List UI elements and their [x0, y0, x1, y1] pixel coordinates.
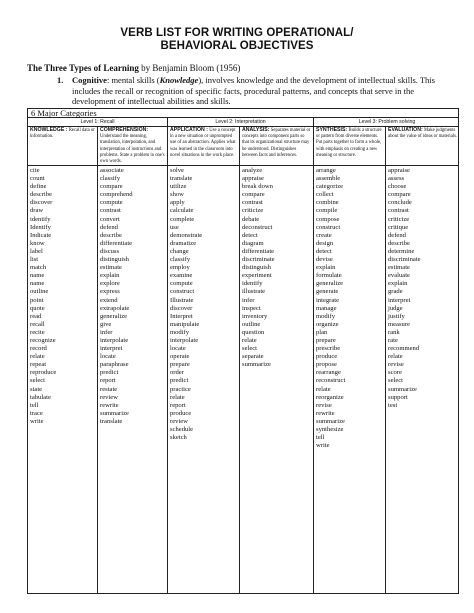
- verb-item: tabulate: [30, 393, 51, 401]
- verb-item: employ: [170, 264, 190, 272]
- category-name: APPLICATION :: [170, 127, 208, 133]
- verb-item: define: [30, 183, 47, 191]
- verb-item: combine: [316, 199, 339, 207]
- category-name: KNOWLEDGE :: [30, 127, 68, 133]
- paragraph-rest: ), involves knowledge and the development of intellectual skills. This includes the recall or recognition of specific facts, procedural patterns, and concepts that serve in the development of intellectual abilities and skills.: [72, 75, 435, 107]
- verb-item: order: [170, 369, 184, 377]
- verb-item: record: [30, 345, 47, 353]
- verb-item: write: [30, 417, 44, 425]
- verb-item: tell: [30, 401, 39, 409]
- verb-item: Indicate: [30, 231, 52, 239]
- category-header-3: [240, 126, 314, 165]
- verb-item: extend: [100, 296, 118, 304]
- verb-table: [27, 108, 459, 594]
- verb-item: defend: [388, 231, 406, 239]
- verb-item: estimate: [388, 264, 410, 272]
- verb-item: summarize: [388, 385, 417, 393]
- verb-item: examine: [170, 272, 193, 280]
- category-header-2: [168, 126, 240, 165]
- verb-item: summarize: [242, 361, 271, 369]
- verb-item: evaluate: [388, 272, 410, 280]
- verb-item: classify: [100, 175, 121, 183]
- verb-column-5: [386, 165, 460, 593]
- verb-item: outline: [242, 320, 261, 328]
- verb-item: schedule: [170, 426, 194, 433]
- verb-item: determine: [388, 247, 415, 255]
- verb-item: construct: [316, 223, 341, 231]
- verb-item: analyze: [242, 167, 263, 174]
- verb-item: calculate: [170, 207, 194, 215]
- level-3-cell: Level 3: Problem solving: [358, 119, 416, 125]
- verb-item: contrast: [388, 207, 409, 215]
- verb-item: label: [30, 247, 43, 255]
- verb-item: select: [242, 345, 258, 353]
- verb-item: reproduce: [30, 369, 57, 377]
- verb-item: change: [170, 247, 189, 255]
- verb-item: Identify: [30, 223, 51, 231]
- verb-item: relate: [388, 353, 403, 361]
- verb-item: differentiate: [100, 239, 133, 247]
- verb-item: estimate: [100, 264, 122, 272]
- verb-item: convert: [100, 215, 120, 223]
- level-2-cell: Level 2: Interpretation: [168, 118, 314, 126]
- verb-item: compose: [316, 215, 340, 223]
- verb-item: detect: [316, 247, 332, 255]
- category-header-5: [386, 126, 460, 165]
- verb-item: detect: [242, 231, 258, 239]
- verb-item: use: [170, 223, 179, 231]
- verb-item: compile: [316, 207, 338, 215]
- verb-item: devise: [316, 256, 333, 264]
- verb-item: assemble: [316, 175, 341, 183]
- verb-item: draw: [30, 207, 44, 215]
- verb-item: Interpret: [170, 312, 193, 320]
- category-name: EVALUATION:: [388, 127, 423, 133]
- verb-item: modify: [316, 312, 336, 320]
- verb-item: associate: [100, 167, 124, 174]
- category-header-4: [314, 126, 386, 165]
- verb-item: identify: [30, 215, 51, 223]
- verb-item: read: [30, 312, 42, 320]
- verb-item: integrate: [316, 296, 340, 304]
- verb-item: reorganize: [316, 393, 344, 401]
- verb-item: explore: [100, 280, 120, 288]
- category-name: ANALYSIS:: [242, 127, 270, 133]
- verb-item: predict: [170, 377, 189, 385]
- verb-item: contrast: [100, 207, 121, 215]
- verb-item: relate: [170, 393, 185, 401]
- verb-column-4: [314, 165, 386, 593]
- list-number: 1.: [57, 75, 64, 85]
- verb-item: propose: [316, 361, 337, 369]
- verb-item: give: [100, 320, 112, 328]
- verb-item: recommend: [388, 345, 420, 353]
- category-name: COMPREHENSION:: [100, 127, 149, 133]
- verb-item: appraise: [388, 167, 410, 174]
- verb-item: locate: [170, 345, 186, 353]
- verb-item: revise: [316, 401, 332, 409]
- verb-item: manipulate: [170, 320, 200, 328]
- verb-item: interpolate: [100, 336, 129, 344]
- verb-item: compare: [388, 191, 411, 199]
- category-description: Separates material or concepts into component parts so that its organizational structure may be understood. Distinguishes between facts and inferences.: [242, 128, 311, 158]
- verb-item: review: [100, 393, 118, 401]
- verb-item: classify: [170, 256, 191, 264]
- verb-item: prescribe: [316, 345, 341, 353]
- verb-item: demonstrate: [170, 231, 203, 239]
- verb-item: discover: [170, 304, 193, 312]
- verb-column-0: [28, 165, 98, 593]
- title-line-2: BEHAVIORAL OBJECTIVES: [160, 40, 314, 52]
- verb-item: trace: [30, 409, 43, 417]
- subtitle-rest: by Benjamin Bloom (1956): [138, 63, 241, 73]
- verb-item: modify: [170, 328, 190, 336]
- verb-item: score: [388, 369, 402, 377]
- verb-item: quote: [30, 304, 45, 312]
- verb-item: separate: [242, 353, 264, 361]
- verb-item: interpret: [100, 345, 123, 353]
- verb-item: compare: [100, 183, 123, 191]
- verb-item: state: [30, 385, 43, 393]
- verb-item: know: [30, 239, 45, 247]
- verb-item: justify: [388, 312, 405, 320]
- category-description: Understand the meaning, translation, interpolation, and interpretation of instructions and problems. State a problem in one's own words.: [100, 134, 165, 165]
- verb-item: assess: [388, 175, 405, 183]
- verb-item: restate: [100, 385, 118, 393]
- verb-item: Illustrate: [170, 296, 194, 304]
- level-1-cell: Level 1: Recall: [28, 118, 168, 126]
- verb-item: arrange: [316, 167, 336, 174]
- title-line-1: VERB LIST FOR WRITING OPERATIONAL/: [120, 27, 354, 39]
- verb-item: manage: [316, 304, 337, 312]
- verb-item: produce: [316, 353, 338, 361]
- verb-item: differentiate: [242, 247, 275, 255]
- verb-item: rearrange: [316, 369, 341, 377]
- paragraph-body: [72, 75, 447, 107]
- verb-item: choose: [388, 183, 407, 191]
- verb-item: judge: [388, 304, 403, 312]
- verb-item: compute: [170, 280, 193, 288]
- verb-item: solve: [170, 167, 184, 174]
- verb-item: design: [316, 239, 334, 247]
- verb-item: name: [30, 280, 45, 288]
- verb-item: discover: [30, 199, 53, 207]
- verb-item: prepare: [316, 336, 336, 344]
- document-title: [0, 27, 474, 53]
- verb-item: predict: [100, 369, 119, 377]
- verb-item: reconstruct: [316, 377, 346, 385]
- verb-column-2: [168, 165, 240, 593]
- verb-item: operate: [170, 353, 190, 361]
- subtitle: [27, 63, 240, 74]
- verb-item: rate: [388, 336, 398, 344]
- verb-item: rank: [388, 328, 400, 336]
- category-description: Recall data or information.: [30, 128, 95, 140]
- verb-item: write: [316, 442, 330, 450]
- verb-item: discriminate: [242, 256, 275, 264]
- verb-item: complete: [170, 215, 195, 223]
- verb-item: appraise: [242, 175, 264, 183]
- verb-item: inspect: [242, 304, 261, 312]
- verb-item: apply: [170, 199, 185, 207]
- verb-item: construct: [170, 288, 195, 296]
- verb-item: infer: [242, 296, 255, 304]
- verb-item: comprehend: [100, 191, 133, 199]
- verb-item: generate: [316, 288, 339, 296]
- verb-item: explain: [388, 280, 408, 288]
- verb-item: test: [388, 401, 398, 409]
- verb-item: grade: [388, 288, 403, 296]
- verb-item: synthesize: [316, 426, 344, 433]
- verb-item: describe: [100, 231, 122, 239]
- verb-item: diagram: [242, 239, 264, 247]
- verb-item: criticize: [388, 215, 410, 223]
- paragraph-knowledge: Knowledge: [159, 75, 199, 85]
- verb-item: express: [100, 288, 120, 296]
- verb-column-3: [240, 165, 314, 593]
- verbs-row: [28, 165, 458, 593]
- verb-item: generalize: [100, 312, 128, 320]
- categories-row: 6 Major Categories: [28, 109, 458, 118]
- verb-item: translate: [100, 417, 123, 425]
- verb-item: prepare: [170, 361, 190, 369]
- verb-item: debate: [242, 215, 260, 223]
- verb-item: criticize: [242, 207, 264, 215]
- verb-item: formulate: [316, 272, 342, 280]
- verb-item: select: [388, 377, 404, 385]
- verb-item: question: [242, 328, 265, 336]
- verb-item: recite: [30, 328, 45, 336]
- verb-item: interpret: [388, 296, 411, 304]
- verb-item: infer: [100, 328, 113, 336]
- verb-item: paraphrase: [100, 361, 129, 369]
- verb-item: show: [170, 191, 184, 199]
- verb-item: defend: [100, 223, 118, 231]
- verb-item: review: [170, 417, 188, 425]
- verb-item: relate: [30, 353, 45, 361]
- paragraph-term: Cognitive: [72, 75, 107, 85]
- verb-item: extrapolate: [100, 304, 130, 312]
- verb-item: interpolate: [170, 336, 199, 344]
- cognitive-paragraph: [57, 75, 447, 107]
- verb-item: experiment: [242, 272, 272, 280]
- verb-item: break down: [242, 183, 273, 191]
- verb-item: report: [170, 401, 186, 409]
- verb-item: rewrite: [100, 401, 119, 409]
- verb-item: measure: [388, 320, 410, 328]
- verb-item: sketch: [170, 434, 187, 442]
- verb-item: repeat: [30, 361, 47, 369]
- paragraph-colon: : mental skills (: [106, 75, 160, 85]
- verb-item: locate: [100, 353, 116, 361]
- verb-item: discriminate: [388, 256, 421, 264]
- verb-item: compute: [100, 199, 123, 207]
- verb-item: count: [30, 175, 45, 183]
- category-header-row: [28, 126, 458, 166]
- verb-item: support: [388, 393, 408, 401]
- verb-item: describe: [30, 191, 52, 199]
- verb-item: point: [30, 296, 44, 304]
- verb-item: critique: [388, 223, 409, 231]
- verb-item: practice: [170, 385, 191, 393]
- verb-item: distinguish: [242, 264, 271, 272]
- verb-item: explain: [316, 264, 336, 272]
- verb-item: list: [30, 256, 39, 264]
- verb-item: translate: [170, 175, 193, 183]
- category-description: Make judgments about the value of ideas or materials.: [388, 128, 458, 140]
- verb-item: outline: [30, 288, 49, 296]
- verb-item: match: [30, 264, 47, 272]
- verb-item: cite: [30, 167, 40, 174]
- verb-item: discuss: [100, 247, 120, 255]
- verb-item: explain: [100, 272, 120, 280]
- verb-item: collect: [316, 191, 334, 199]
- verb-item: deconstruct: [242, 223, 273, 231]
- verb-item: recognize: [30, 336, 56, 344]
- verb-item: relate: [316, 385, 331, 393]
- verb-item: illustrate: [242, 288, 266, 296]
- verb-item: plan: [316, 328, 328, 336]
- verb-item: recall: [30, 320, 45, 328]
- category-header-0: [28, 126, 98, 165]
- verb-item: generalize: [316, 280, 344, 288]
- verb-item: contrast: [242, 199, 263, 207]
- verb-item: relate: [242, 336, 257, 344]
- verb-item: rewrite: [316, 409, 335, 417]
- verb-item: compare: [242, 191, 265, 199]
- verb-item: dramatize: [170, 239, 196, 247]
- verb-column-1: [98, 165, 168, 593]
- verb-item: create: [316, 231, 332, 239]
- verb-item: categorize: [316, 183, 344, 191]
- verb-item: utilize: [170, 183, 187, 191]
- verb-item: name: [30, 272, 45, 280]
- verb-item: summarize: [316, 417, 345, 425]
- verb-item: organize: [316, 320, 339, 328]
- category-description: Builds a structure or pattern from diverse elements. Put parts together to form a whole, with emphasis on creating a new meaning or structure.: [316, 128, 382, 158]
- verb-item: identify: [242, 280, 263, 288]
- verb-item: conclude: [388, 199, 412, 207]
- category-header-1: [98, 126, 168, 165]
- category-description: Use a concept in a new situation or unprompted use of an abstraction. Applies what was learned in the classroom into novel situations in the work place.: [170, 128, 236, 158]
- verb-item: revise: [388, 361, 404, 369]
- verb-item: inventory: [242, 312, 268, 320]
- verb-item: produce: [170, 409, 192, 417]
- subtitle-bold: The Three Types of Learning: [27, 63, 139, 73]
- verb-item: tell: [316, 434, 325, 442]
- verb-item: distinguish: [100, 256, 129, 264]
- category-name: SYNTHESIS:: [316, 127, 348, 133]
- verb-item: summarize: [100, 409, 129, 417]
- verb-item: describe: [388, 239, 410, 247]
- verb-item: select: [30, 377, 46, 385]
- verb-item: report: [100, 377, 116, 385]
